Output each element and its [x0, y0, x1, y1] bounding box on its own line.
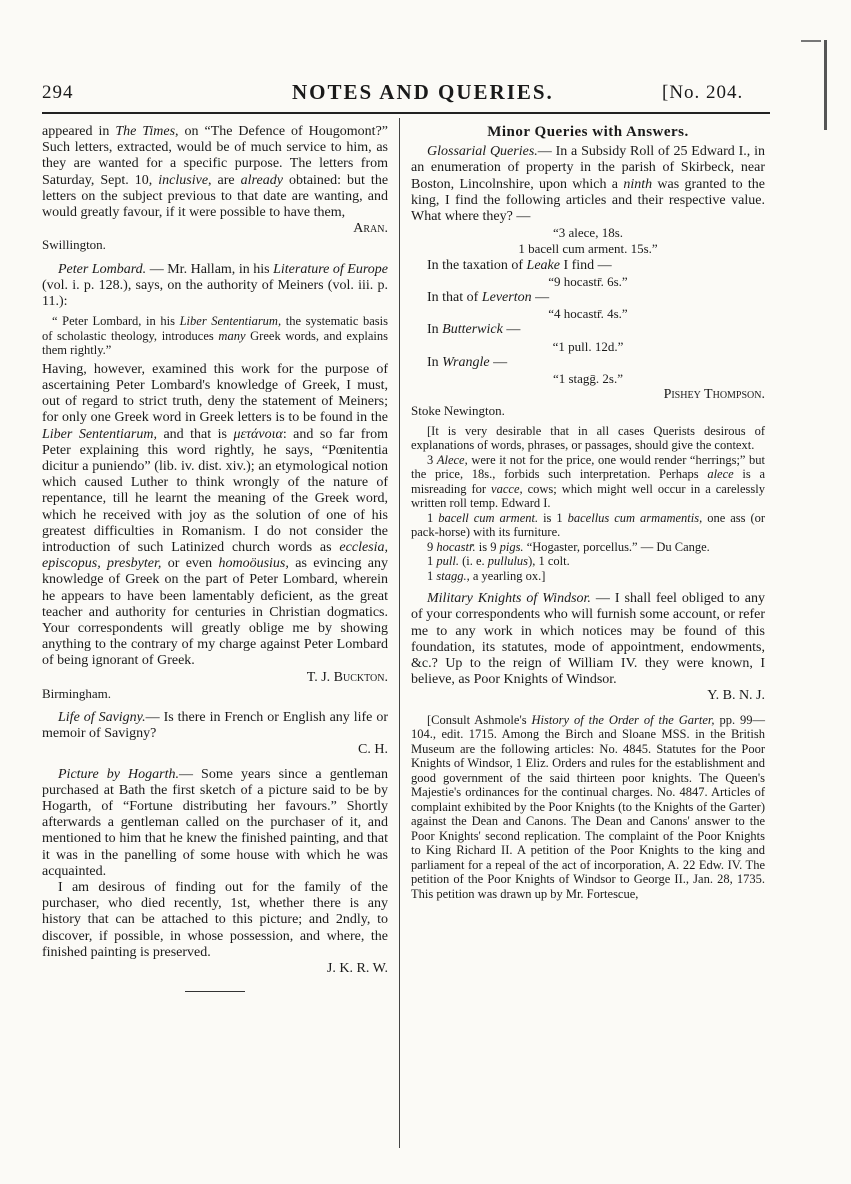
section-title: Minor Queries with Answers. [487, 124, 689, 140]
left-column [42, 124, 388, 992]
aran-letter: appeared in The Times, on “The Defence of Hougomont?” Such letters, extracted, would be of much service to him, as they are wanted for a specific purpose. The letters from Saturday, Sept. 10, inclusive, are already obtained: but the letters on the subject previous to that date are wanting, and would greatly favour, if it were possible to have them, [42, 124, 389, 221]
roll-entry-4: “1 pull. 12d.” [552, 338, 624, 354]
journal-title: NOTES AND QUERIES. [292, 80, 554, 104]
wrangle-line: In Wrangle — [427, 354, 508, 370]
savigny-query: Life of Savigny.— Is there in French or English any life or memoir of Savigny? [42, 710, 389, 742]
answer-note-alece: 3 Alece, were it not for the price, one would render “herrings;” but the price, 18s., forbids such interpretation. Perhaps alece is a misreading for vacce, cows; which might well occur in a carelessly written roll temp. Edward I. [411, 452, 766, 511]
roll-entry-5: “1 stagḡ. 2s.” [552, 371, 624, 387]
hogarth-query-2: I am desirous of finding out for the family of the purchaser, who died recently, 1st, whether there is any history that can be attached to this picture; and 2ndly, to discover, if possible, in whose possession, and where, the finished painting is preserved. [42, 880, 388, 960]
right-column [411, 124, 765, 901]
answer-note-bacell: 1 bacell cum arment. is 1 bacellus cum armamentis, one ass (or pack-horse) with its furniture. [411, 510, 766, 540]
thompson-place: Stoke Newington. [411, 403, 505, 419]
buckton-place: Birmingham. [42, 685, 111, 701]
leake-line: In the taxation of Leake I find — [427, 257, 612, 273]
hogarth-signature: J. K. R. W. [326, 961, 388, 977]
page-edge-mark-top [801, 40, 821, 42]
editor-answer-garter: [Consult Ashmole's History of the Order of the Garter, pp. 99—104., edit. 1715. Among the Birch and Sloane MSS. in the British Museum are the following articles: No. 4845. Statutes for the Poor Knights of Windsor, 1 Eliz. Orders and rules for the establishment and good government of the said thirteen poor knights. The Queen's Majestie's ordinances for the continual charges. No. 4847. Articles of complaint exhibited by the Poor Knights (to the Knights of the Garter) against the Dean and Canons. The Dean and Canons' answer to the Poor Knights' second replication. The complaint of the Poor Knights to King Richard II. A petition of the Poor Knights to the king and parliament for a repeal of the act of incorporation, A. 22 Edw. IV. The petition of the Poor Knights of Windsor to George II., Jan. 28, 1735. This petition was drawn up by Mr. Fortescue, [411, 712, 766, 901]
roll-entry-1b: 1 bacell cum arment. 15s.” [518, 241, 658, 257]
aran-signature: Aran. [353, 221, 388, 237]
header-rule [42, 112, 770, 114]
answer-note-stagg: 1 stagg., a yearling ox.] [427, 568, 546, 583]
section-end-rule [185, 991, 245, 992]
savigny-signature: C. H. [358, 742, 388, 758]
column-divider [399, 118, 400, 1148]
page-number: 294 [42, 82, 74, 103]
hogarth-query: Picture by Hogarth.— Some years since a gentleman purchased at Bath the first sketch of a picture said to be by Hogarth, of “Fortune distributing her favours.” Shortly afterwards a gentleman called on the purchaser of it, and mentioned to him that he knew the finished painting, and that it was in the panelling of some house with which he was acquainted. [42, 766, 389, 879]
military-knights-query: Military Knights of Windsor. — I shall feel obliged to any of your correspondents who will furnish some account, or refer me to any work in which notices may be found of this foundation, its statutes, mode of appointment, endowments, &c.? Up to the reign of William IV. they were known, I believe, as Poor Knights of Windsor. [411, 591, 765, 688]
roll-entry-1a: “3 alece, 18s. [552, 225, 624, 241]
running-header [42, 78, 762, 106]
answer-note-pull: 1 pull. (i. e. pullulus), 1 colt. [427, 554, 570, 569]
hallam-quote: “ Peter Lombard, in his Liber Sententiarum, the systematic basis of scholastic theology, introduces many Greek words, and explains them rightly.” [42, 314, 389, 358]
answer-note-1: [It is very desirable that in all cases Querists desirous of explanations of words, phrases, or passages, should give the context. [411, 423, 765, 453]
roll-entry-3: “4 hocastr̄. 4s.” [548, 306, 628, 322]
butterwick-line: In Butterwick — [427, 322, 521, 338]
roll-entry-2: “9 hocastr̄. 6s.” [548, 273, 628, 289]
glossarial-query: Glossarial Queries.— In a Subsidy Roll of 25 Edward I., in an enumeration of property in the parish of Skirbeck, near Boston, Lincolnshire, upon which a ninth was granted to the king, I find the following articles and their respective value. What where they? — [411, 144, 766, 225]
aran-place: Swillington. [42, 237, 106, 253]
leverton-line: In that of Leverton — [427, 290, 550, 306]
issue-number: [No. 204. [662, 82, 744, 103]
military-signature: Y. B. N. J. [707, 688, 765, 704]
thompson-signature: Pishey Thompson. [663, 387, 765, 403]
page-edge-mark [824, 40, 827, 130]
lombard-query: Peter Lombard. — Mr. Hallam, in his Literature of Europe (vol. i. p. 128.), says, on the authority of Meiners (vol. iii. p. 11.): [42, 261, 389, 310]
editor-answer-glossarial [411, 424, 765, 584]
lombard-body: Having, however, examined this work for the purpose of ascertaining Peter Lombard's knowledge of Greek, I must, out of regard to strict truth, deny the statement of Meiners; for only one Greek word in Greek letters is to be found in the Liber Sententiarum, and that is μετάνοια: and so far from Peter explaining this word rightly, he says, “Pœnitentia dicitur a puniendo” (lib. iv. dist. xiv.); an etymological notion which caused Luther to think wrongly of the nature of repentance, till he learnt the meaning of the Greek word, which he received with joy as the solution of one of his greatest difficulties in Romanism. I do not consider the introduction of such Latinized church words as ecclesia, episcopus, presbyter, or even homoöusius, as evincing any knowledge of Greek on the part of Peter Lombard, wherein he appears to have been lamentably deficient, as the great teacher and authority for centuries in Christian dogmatics. Your correspondents will greatly oblige me by showing anything to the contrary of my charge against Peter Lombard of being ignorant of Greek. [42, 361, 389, 669]
answer-note-hocastr: 9 hocastr̄. is 9 pigs. “Hogaster, porcellus.” — Du Cange. [427, 539, 710, 554]
buckton-signature: T. J. Buckton. [306, 669, 388, 685]
